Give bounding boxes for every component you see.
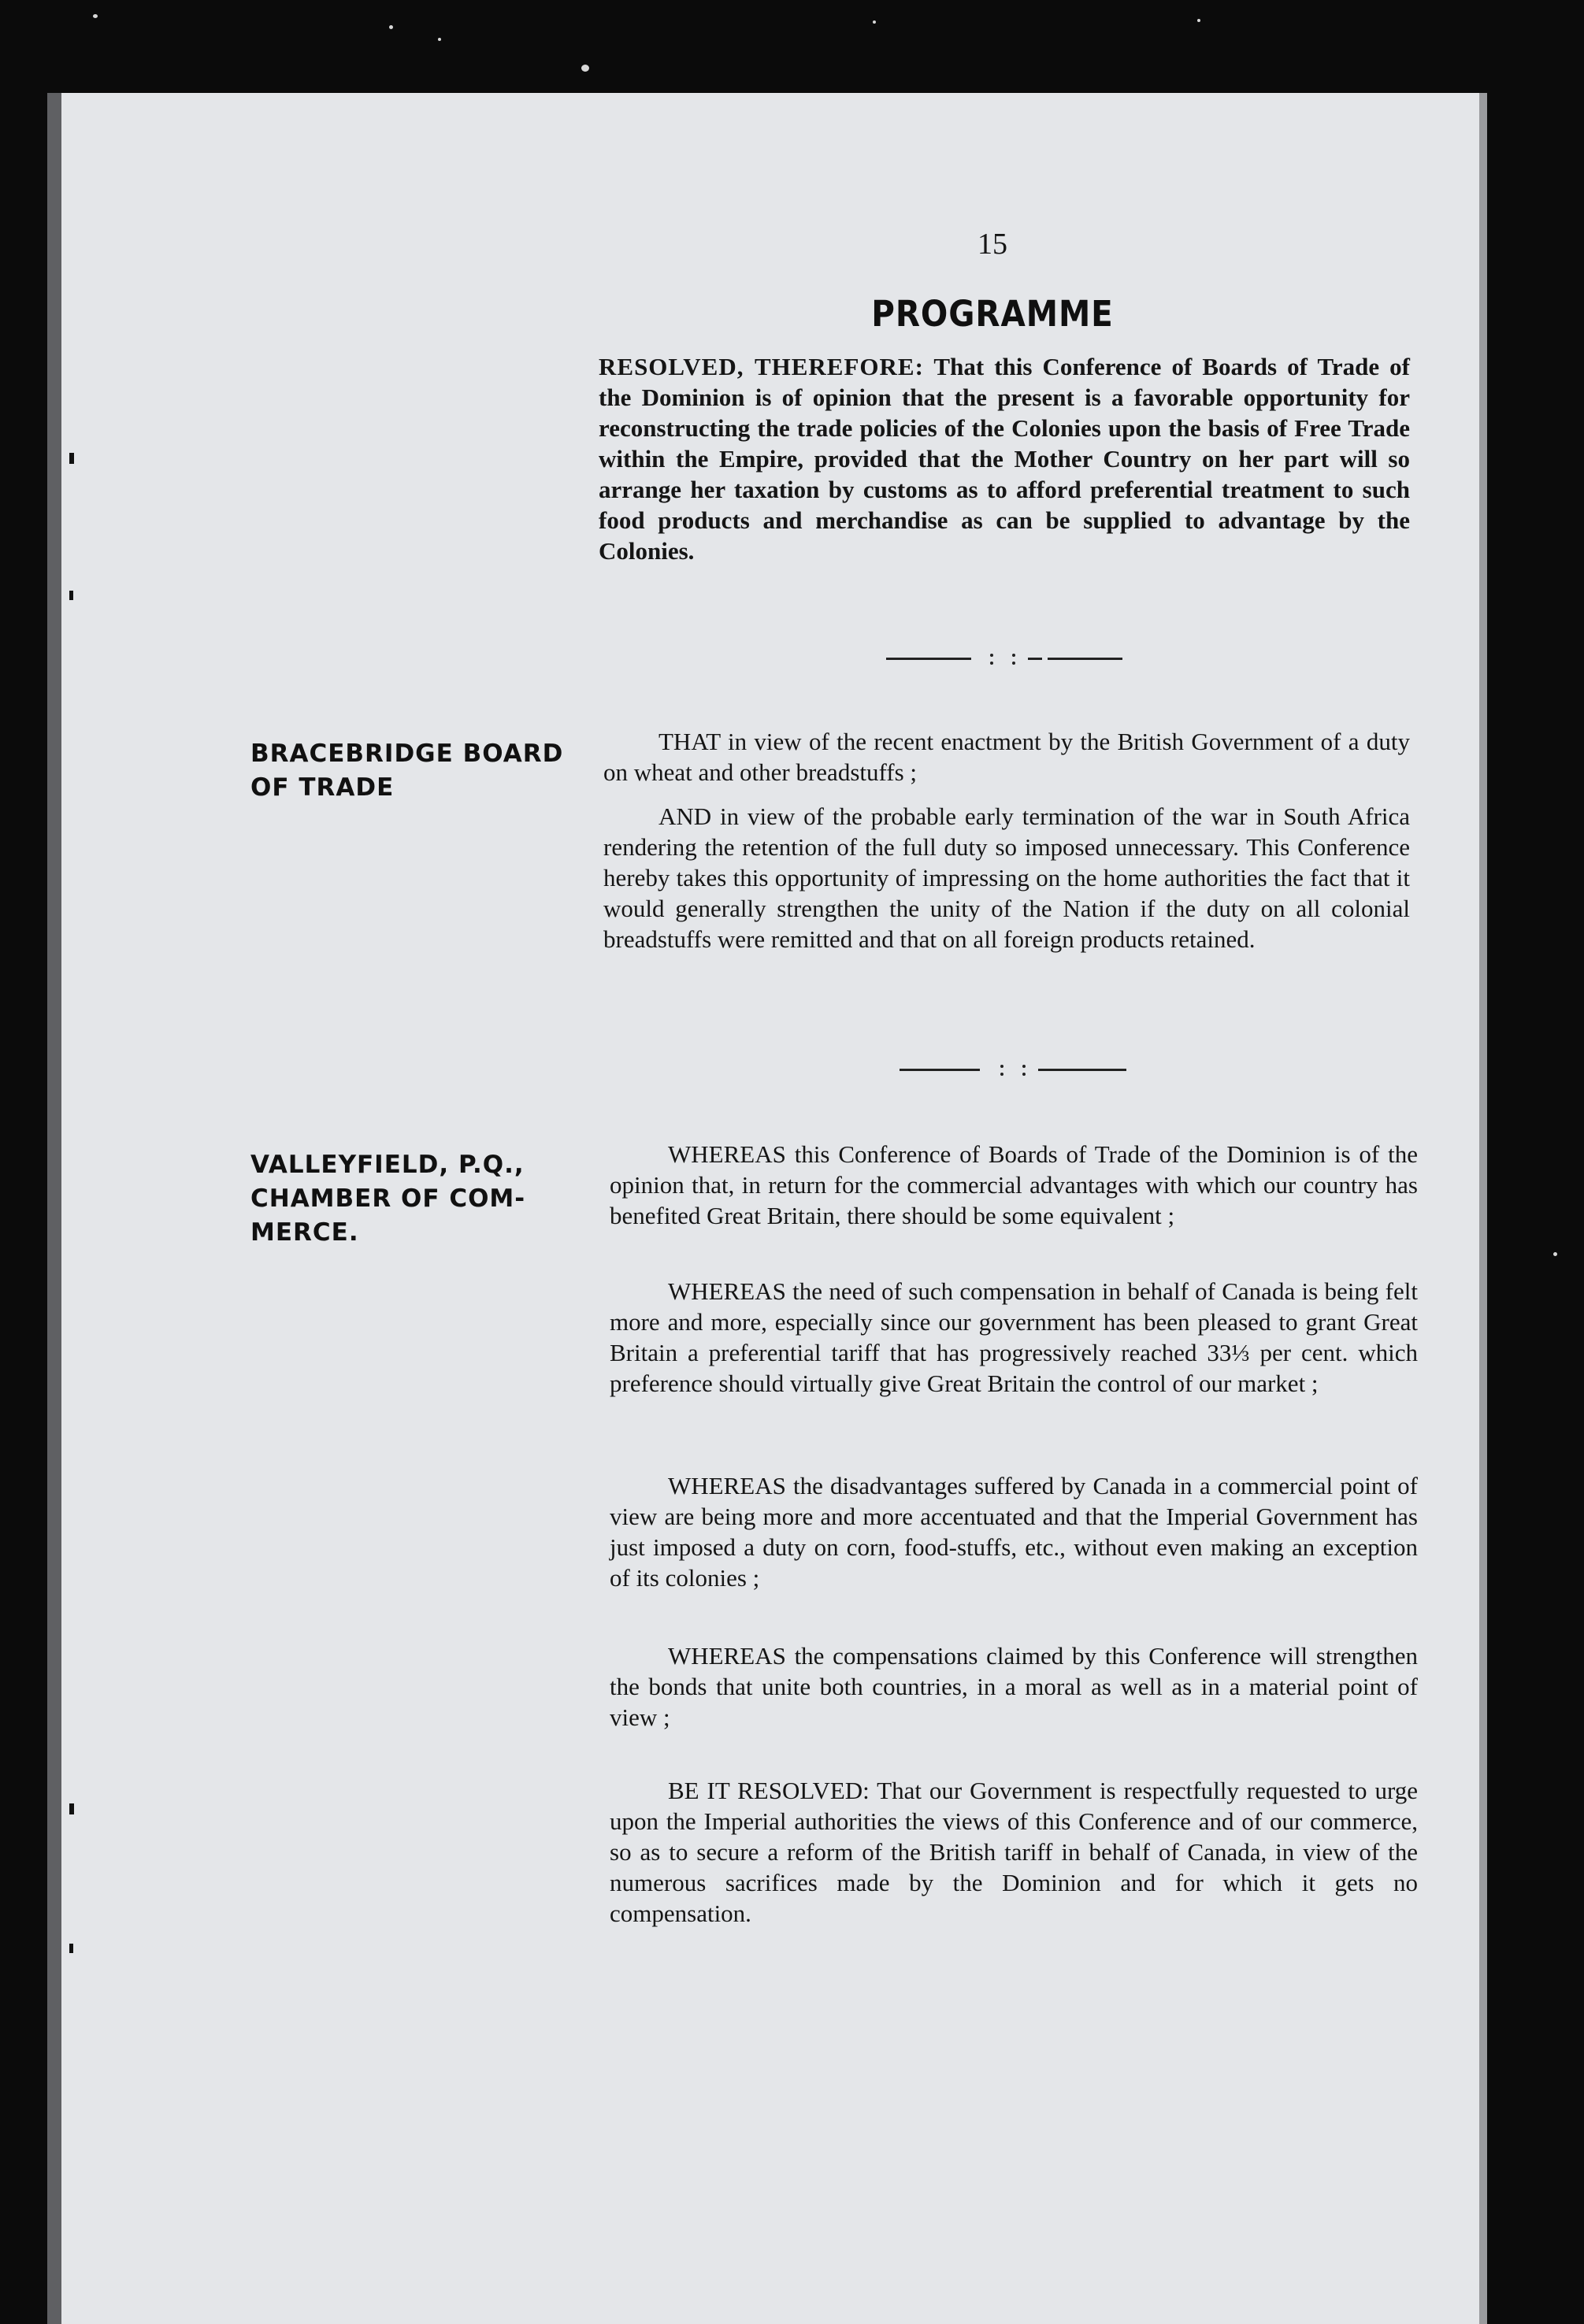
valleyfield-heading: VALLEYFIELD, P.Q., CHAMBER OF COM- MERCE. — [250, 1151, 526, 1247]
resolution-text: That this Conference of Boards of Trade of the Dominion is of opinion that the present is a favorable opportunity for reconstructing the trade policies of the Colonies upon the basis of Free Trade within the Empire, provided that the Mother Country on her part will so arrange her taxation by customs as to afford preferential treatment to such food products and merchandise as can be supplied to advantage by the Colonies. — [599, 353, 1410, 565]
scan-speck — [93, 14, 98, 18]
page-number: 15 — [977, 228, 1007, 261]
bracebridge-paragraph: THAT in view of the recent enactment by the British Government of a duty on wheat and other breadstuffs ; — [603, 728, 1410, 786]
separator-dot — [1012, 654, 1015, 657]
scan-speck — [389, 25, 393, 29]
separator-dash — [1038, 1069, 1126, 1071]
binding-mark — [69, 1944, 73, 1953]
valleyfield-paragraph: WHEREAS the disadvantages suffered by Canada in a commercial point of view are being more and more accentuated and that the Imperial Government has just imposed a duty on corn, food-stuffs, etc., without even making an exception of its colonies ; — [610, 1472, 1418, 1592]
valleyfield-paragraph: WHEREAS this Conference of Boards of Trade of the Dominion is of the opinion that, in return for the commercial advantages with which our country has benefited Great Britain, there should be some equivalent ; — [610, 1140, 1418, 1229]
valleyfield-paragraph: BE IT RESOLVED: That our Government is respectfully requested to urge upon the Imperial authorities the views of this Conference and of our commerce, so as to secure a reform of the British tariff in behalf of Canada, in view of the numerous sacrifices made by the Dominion and for which it gets no compensation. — [610, 1777, 1418, 1927]
section-separator — [886, 650, 1122, 666]
binding-mark — [69, 1803, 74, 1814]
separator-dot — [1022, 1073, 1026, 1076]
valleyfield-paragraph: WHEREAS the need of such compensation in behalf of Canada is being felt more and more, especially since our government has been pleased to grant Great Britain a preferential tariff that has progressively reached 33⅓ per cent. which preference should virtually give Great Britain the control of our market ; — [610, 1277, 1418, 1397]
separator-dash — [900, 1069, 980, 1071]
separator-dash — [1028, 658, 1042, 660]
scan-speck — [1197, 19, 1200, 22]
page-title: PROGRAMME — [871, 293, 1114, 335]
resolution-paragraph — [599, 351, 1410, 566]
separator-dot — [1022, 1065, 1026, 1068]
binding-mark — [69, 453, 74, 464]
valleyfield-paragraph: WHEREAS the compensations claimed by this Conference will strengthen the bonds that unite both countries, in a moral as well as in a material point of view ; — [610, 1642, 1418, 1731]
separator-dot — [1000, 1065, 1003, 1068]
binding-mark — [69, 591, 73, 600]
bracebridge-paragraph: AND in view of the probable early termination of the war in South Africa rendering the retention of the full duty so imposed unnecessary. This Conference hereby takes this opportunity of impressing on the home authorities the fact that it would generally strengthen the unity of the Nation if the duty on all colonial breadstuffs were remitted and that on all foreign products retained. — [603, 802, 1410, 953]
bracebridge-heading: BRACEBRIDGE BOARD OF TRADE — [250, 739, 564, 802]
section-separator — [900, 1062, 1128, 1077]
scan-speck — [438, 38, 441, 41]
binding-edge — [47, 93, 61, 2324]
scan-speck — [873, 20, 876, 24]
scan-speck — [1553, 1252, 1557, 1256]
separator-dot — [990, 662, 993, 665]
separator-dot — [990, 654, 993, 657]
separator-dot — [1012, 662, 1015, 665]
separator-dash — [886, 658, 971, 660]
page-right-edge — [1479, 93, 1487, 2324]
scan-speck — [581, 65, 589, 72]
resolution-lead: RESOLVED, THEREFORE: — [599, 353, 924, 380]
separator-dash — [1048, 658, 1122, 660]
separator-dot — [1000, 1073, 1003, 1076]
